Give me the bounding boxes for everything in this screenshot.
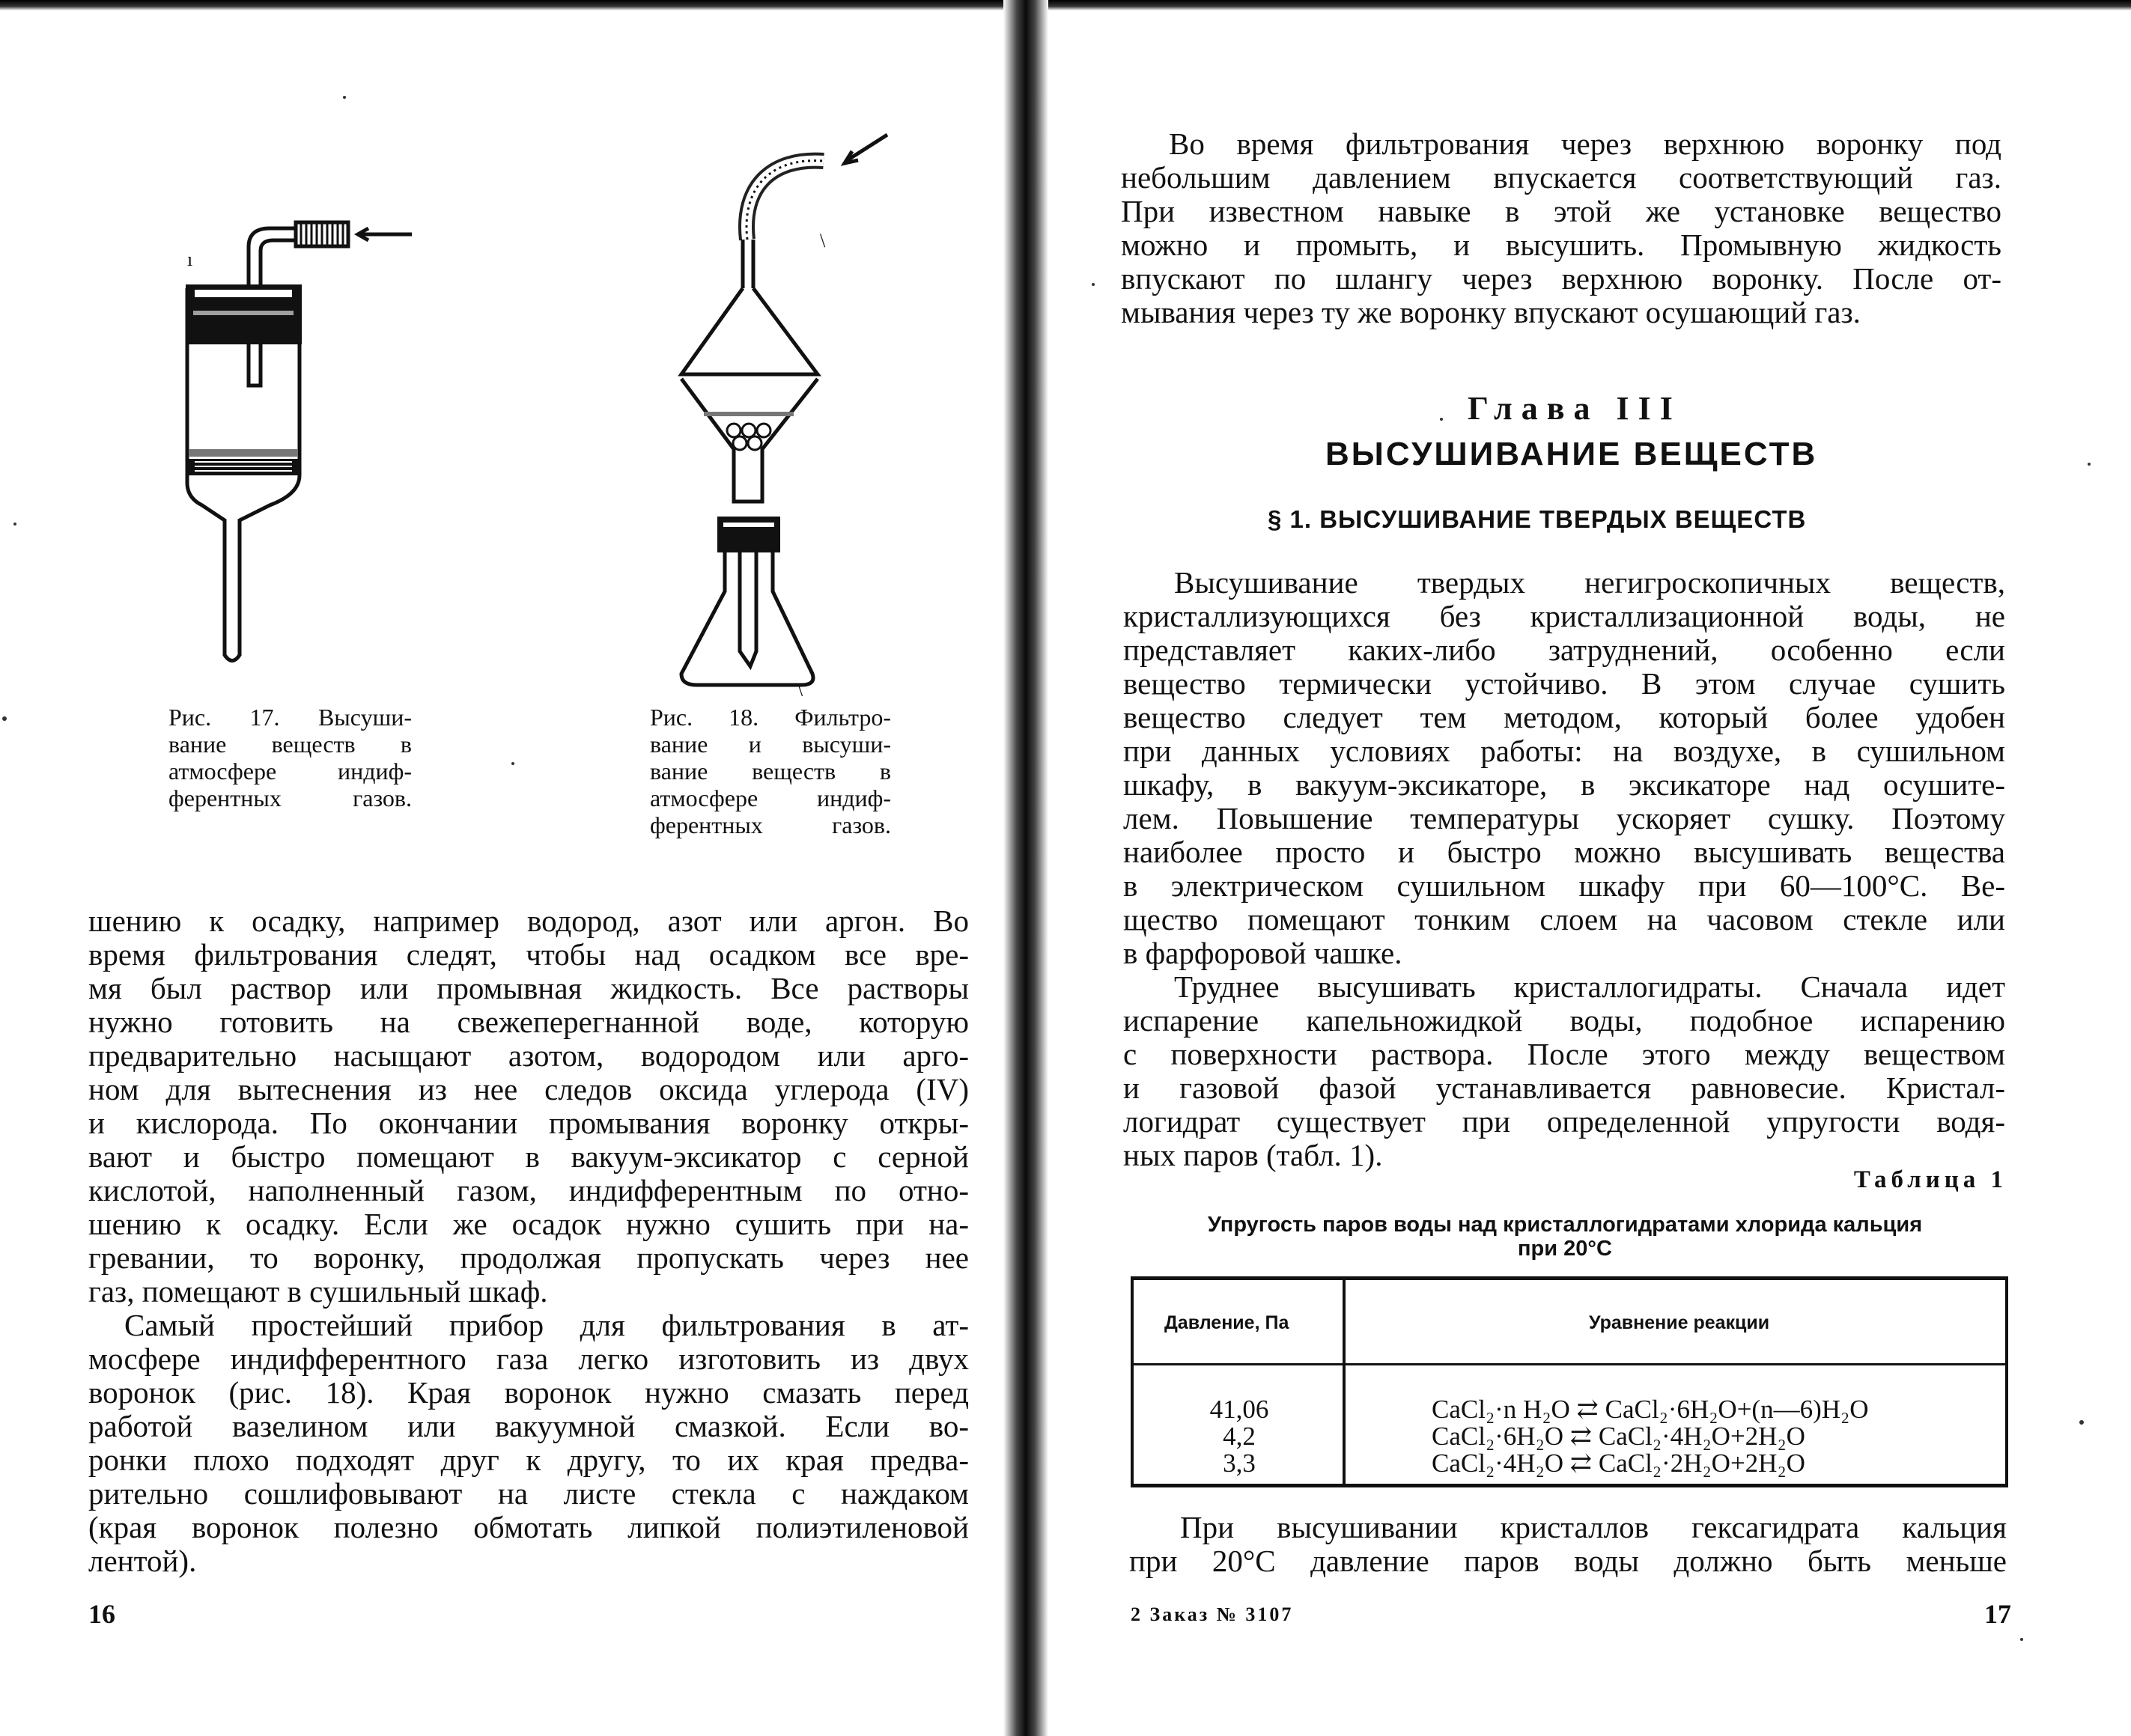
text-line: время фильтрования следят, чтобы над осадком все вре- [88,937,969,972]
text-line: в электрическом сушильном шкафу при 60—100°С. Ве- [1123,868,2005,903]
caption-line: атмосфере индиф- [650,785,891,811]
table-caption-line: Упругость паров воды над кристаллогидратами хлорида кальция [1207,1213,1923,1237]
text-line: Во время фильтрования через верхнюю воронку под [1169,127,2001,161]
caption-line: вание и высуши- [650,731,891,758]
text-line: При высушивании кристаллов гексагидрата кальция [1180,1510,2007,1544]
table-caption-line: при 20°С [1518,1237,1612,1261]
text-line: вещество следует тем методом, который более удобен [1123,700,2005,734]
text-line: испарение капельножидкой воды, подобное испарению [1123,1003,2005,1038]
text-line: лентой). [88,1544,197,1578]
svg-text:ı: ı [187,249,193,270]
print-order-note: 2 Заказ № 3107 [1131,1603,1294,1625]
table-cell-reaction: CaCl₂·6H₂O ⇄ CaCl₂·4H₂O+2H₂O [1432,1422,1805,1451]
table-cell-pressure: 3,3 [1223,1449,1256,1478]
section-title: § 1. ВЫСУШИВАНИЕ ТВЕРДЫХ ВЕЩЕСТВ [1268,505,1807,533]
text-line: представляет каких-либо затруднений, особенно если [1123,633,2005,667]
text-line: газ, помещают в сушильный шкаф. [88,1274,548,1309]
text-line: при данных условиях работы: на воздухе, в сушильном [1123,734,2005,768]
text-line: Самый простейший прибор для фильтрования в ат- [124,1308,969,1342]
text-line: (края воронок полезно обмотать липкой полиэтиленовой [88,1510,969,1544]
text-line: кислотой, наполненный газом, индифферентным по отно- [88,1173,969,1207]
text-line: ных паров (табл. 1). [1123,1138,1383,1172]
text-line: При известном навыке в этой же установке вещество [1121,194,2001,228]
text-line: лем. Повышение температуры ускоряет сушку. Поэтому [1123,801,2005,835]
text-line: кристаллизующихся без кристаллизационной воды, не [1123,599,2005,633]
text-line: работой вазелином или вакуумной смазкой. Если во- [88,1409,969,1443]
text-line: мосфере индифферентного газа легко изготовить из двух [88,1341,969,1376]
text-line: гревании, то воронку, продолжая пропускать через нее [88,1240,969,1275]
text-line: в фарфоровой чашке. [1123,936,1402,970]
svg-text:\: \ [797,679,803,696]
table-cell-reaction: CaCl₂·4H₂O ⇄ CaCl₂·2H₂O+2H₂O [1432,1449,1805,1478]
caption-line: ферентных газов. [650,811,891,838]
text-line: ном для вытеснения из нее следов оксида углерода (IV) [88,1072,969,1106]
text-line: мя был раствор или промывная жидкость. Все растворы [88,971,969,1005]
text-line: и газовой фазой устанавливается равновесие. Кристал- [1123,1070,2005,1105]
text-line: и кислорода. По окончании промывания воронку откры- [88,1106,969,1140]
table-cell-pressure: 4,2 [1223,1422,1256,1451]
text-line: шению к осадку, например водород, азот или аргон. Во [88,904,969,938]
text-line: вещество термически устойчиво. В этом случае сушить [1123,666,2005,701]
text-line: Высушивание твердых негигроскопичных веществ, [1174,565,2005,600]
chapter-label: Глава III [1468,390,1682,427]
text-line: воронок (рис. 18). Края воронок нужно смазать перед [88,1375,969,1410]
caption-line: атмосфере индиф- [168,758,412,785]
table-header-reaction: Уравнение реакции [1589,1312,1770,1333]
table-header-pressure: Давление, Па [1164,1312,1289,1333]
text-line: можно и промыть, и высушить. Промывную жидкость [1121,228,2001,262]
text-line: логидрат существует при определенной упругости водя- [1123,1104,2005,1139]
chapter-title: ВЫСУШИВАНИЕ ВЕЩЕСТВ [1325,436,1818,472]
page-number-left: 16 [88,1599,115,1629]
text-line: щество помещают тонким слоем на часовом стекле или [1123,902,2005,936]
caption-line: вание веществ в [168,731,412,758]
text-line: с поверхности раствора. После этого между веществом [1123,1037,2005,1071]
text-line: небольшим давлением впускается соответствующий газ. [1121,160,2001,195]
text-line: вают и быстро помещают в вакуум-эксикатор с серной [88,1139,969,1174]
svg-text:\: \ [820,230,826,252]
text-line: мывания через ту же воронку впускают осушающий газ. [1121,295,1861,329]
caption-line: вание веществ в [650,758,891,785]
page-number-right: 17 [1984,1599,2011,1629]
table-label: Таблица 1 [1853,1166,2007,1193]
text-line: при 20°С давление паров воды должно быть меньше [1129,1544,2007,1578]
text-line: нужно готовить на свежеперегнанной воде, которую [88,1005,969,1039]
text-line: Труднее высушивать кристаллогидраты. Сначала идет [1174,969,2005,1004]
caption-line: Рис. 17. Высуши- [168,704,412,731]
text-line: ронки плохо подходят друг к другу, то их края предва- [88,1443,969,1477]
table-cell-pressure: 41,06 [1209,1395,1269,1424]
text-line: впускают по шлангу через верхнюю воронку. После от- [1121,261,2001,296]
text-line: наиболее просто и быстро можно высушивать вещества [1123,835,2005,869]
text-line: шкафу, в вакуум-эксикаторе, в эксикаторе над осушите- [1123,767,2005,802]
caption-line: ферентных газов. [168,785,412,811]
table-cell-reaction: CaCl₂·n H₂O ⇄ CaCl₂·6H₂O+(n—6)H₂O [1432,1395,1869,1424]
text-line: предварительно насыщают азотом, водородом или арго- [88,1038,969,1073]
text-line: шению к осадку. Если же осадок нужно сушить при на- [88,1207,969,1241]
caption-line: Рис. 18. Фильтро- [650,704,891,731]
text-line: рительно сошлифовывают на листе стекла с наждаком [88,1476,969,1511]
